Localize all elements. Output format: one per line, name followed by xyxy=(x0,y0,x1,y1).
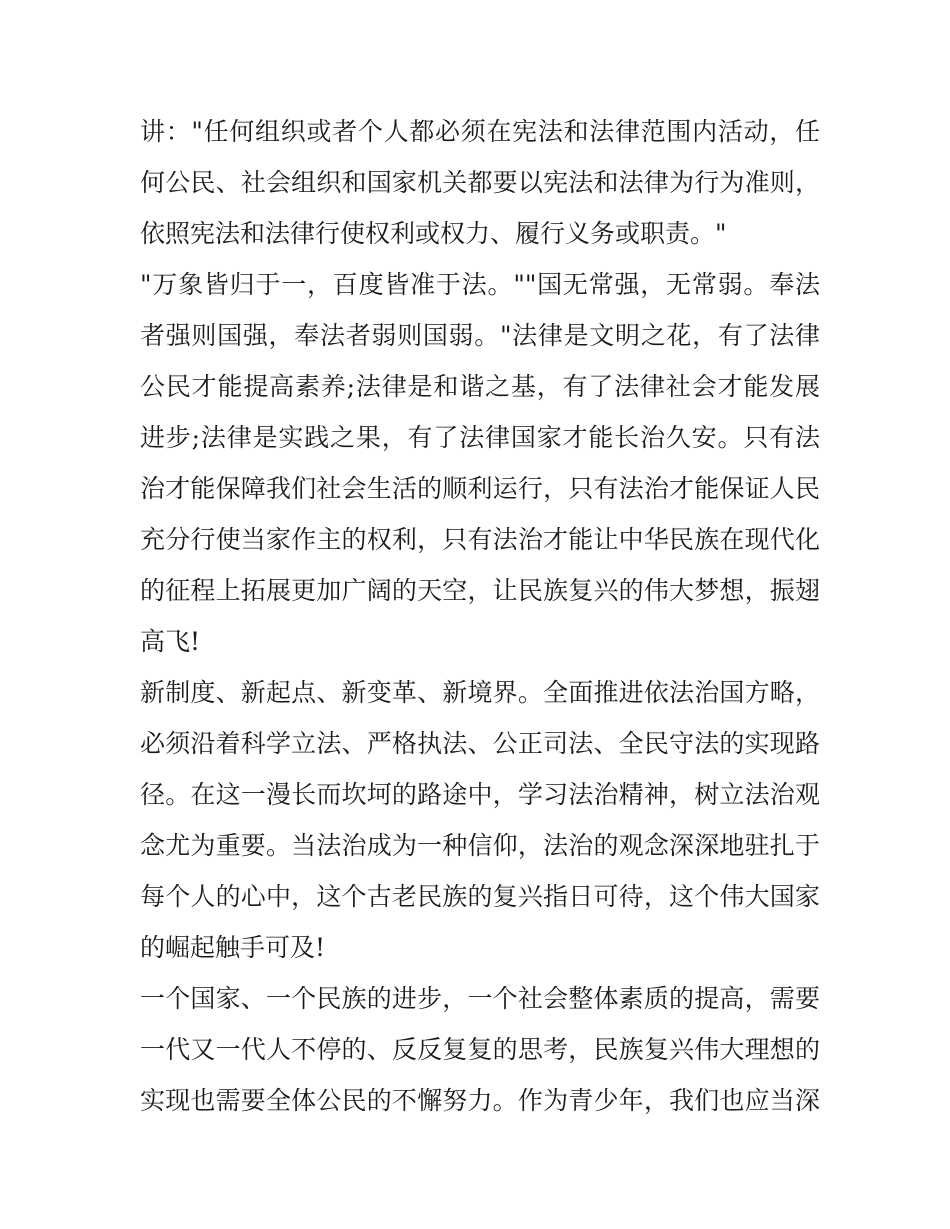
text-line: 何公民、社会组织和国家机关都要以宪法和法律为行为准则， xyxy=(140,168,820,197)
text-line: 实现也需要全体公民的不懈努力。作为青少年，我们也应当深 xyxy=(140,1086,820,1115)
text-line: 治才能保障我们社会生活的顺利运行，只有法治才能保证人民 xyxy=(140,474,820,503)
text-line: 高飞! xyxy=(140,627,201,656)
text-line: 充分行使当家作主的权利，只有法治才能让中华民族在现代化 xyxy=(140,525,820,554)
text-line: "万象皆归于一，百度皆准于法。""国无常强，无常弱。奉法 xyxy=(140,270,820,299)
text-line: 的崛起触手可及! xyxy=(140,933,326,962)
text-line: 的征程上拓展更加广阔的天空，让民族复兴的伟大梦想，振翅 xyxy=(140,576,820,605)
text-line: 一个国家、一个民族的进步，一个社会整体素质的提高，需要 xyxy=(140,984,820,1013)
text-line: 径。在这一漫长而坎坷的路途中，学习法治精神，树立法治观 xyxy=(140,780,820,809)
text-line: 一代又一代人不停的、反反复复的思考，民族复兴伟大理想的 xyxy=(140,1035,820,1064)
text-line: 公民才能提高素养;法律是和谐之基，有了法律社会才能发展 xyxy=(140,372,820,401)
text-line: 新制度、新起点、新变革、新境界。全面推进依法治国方略， xyxy=(140,678,820,707)
text-line: 者强则国强，奉法者弱则国弱。"法律是文明之花，有了法律 xyxy=(140,321,820,350)
text-line: 必须沿着科学立法、严格执法、公正司法、全民守法的实现路 xyxy=(140,729,820,758)
text-line: 进步;法律是实践之果，有了法律国家才能长治久安。只有法 xyxy=(140,423,820,452)
text-line: 依照宪法和法律行使权利或权力、履行义务或职责。" xyxy=(140,219,727,248)
text-line: 每个人的心中，这个古老民族的复兴指日可待，这个伟大国家 xyxy=(140,882,820,911)
text-line: 念尤为重要。当法治成为一种信仰，法治的观念深深地驻扎于 xyxy=(140,831,820,860)
document-body xyxy=(140,106,820,1126)
text-line: 讲："任何组织或者个人都必须在宪法和法律范围内活动，任 xyxy=(140,117,820,146)
